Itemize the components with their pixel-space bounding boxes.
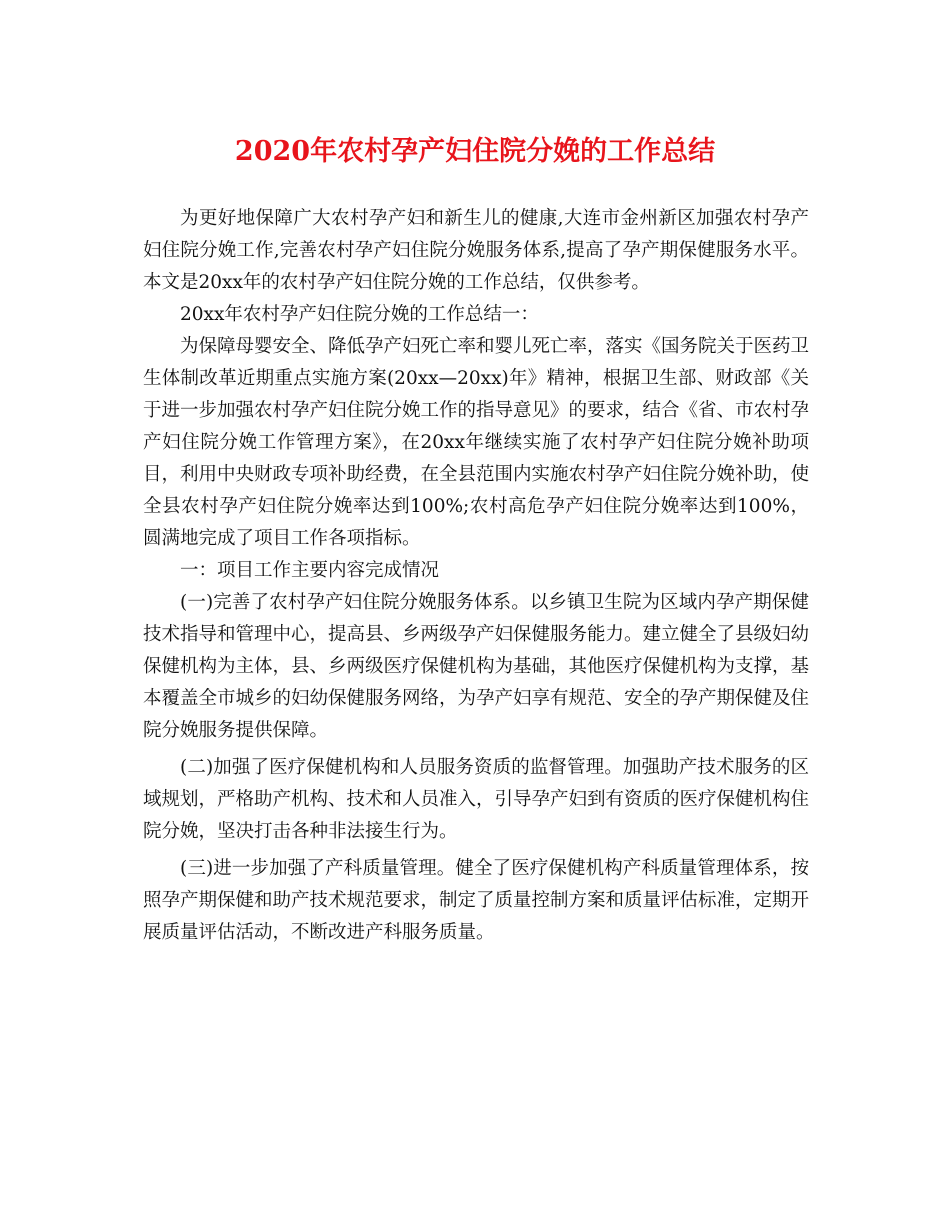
section-heading-main-content: 一：项目工作主要内容完成情况 xyxy=(180,560,440,581)
item-paragraph-2: (二)加强了医疗保健机构和人员服务资质的监督管理。加强助产技术服务的区域规划，严格助产机构、技术和人员准入，引导孕产妇到有资质的医疗保健机构住院分娩，坚决打击各种非法接生行为。 xyxy=(143,757,810,842)
document-title: 2020年农村孕产妇住院分娩的工作总结 xyxy=(234,136,716,167)
section-heading-summary-one: 20xx年农村孕产妇住院分娩的工作总结一： xyxy=(180,304,539,325)
item-paragraph-3: (三)进一步加强了产科质量管理。健全了医疗保健机构产科质量管理体系，按照孕产期保健和助产技术规范要求，制定了质量控制方案和质量评估标准，定期开展质量评估活动，不断改进产科服务质量。 xyxy=(143,858,810,943)
item-paragraph-1: (一)完善了农村孕产妇住院分娩服务体系。以乡镇卫生院为区域内孕产期保健技术指导和管理中心，提高县、乡两级孕产妇保健服务能力。建立健全了县级妇幼保健机构为主体，县、乡两级医疗保健机构为基础，其他医疗保健机构为支撑，基本覆盖全市城乡的妇幼保健服务网络，为孕产妇享有规范、安全的孕产期保健及住院分娩服务提供保障。 xyxy=(143,592,810,741)
intro-paragraph: 为更好地保障广大农村孕产妇和新生儿的健康,大连市金州新区加强农村孕产妇住院分娩工作,完善农村孕产妇住院分娩服务体系,提高了孕产期保健服务水平。本文是20xx年的农村孕产妇住院分娩的工作总结，仅供参考。 xyxy=(143,208,809,293)
summary-paragraph: 为保障母婴安全、降低孕产妇死亡率和婴儿死亡率，落实《国务院关于医药卫生体制改革近期重点实施方案(20xx—20xx)年》精神，根据卫生部、财政部《关于进一步加强农村孕产妇住院分娩工作的指导意见》的要求，结合《省、市农村孕产妇住院分娩工作管理方案》，在20xx年继续实施了农村孕产妇住院分娩补助项目，利用中央财政专项补助经费，在全县范围内实施农村孕产妇住院分娩补助，使全县农村孕产妇住院分娩率达到100%;农村高危孕产妇住院分娩率达到100%，圆满地完成了项目工作各项指标。 xyxy=(143,336,810,549)
document-body xyxy=(143,203,809,949)
